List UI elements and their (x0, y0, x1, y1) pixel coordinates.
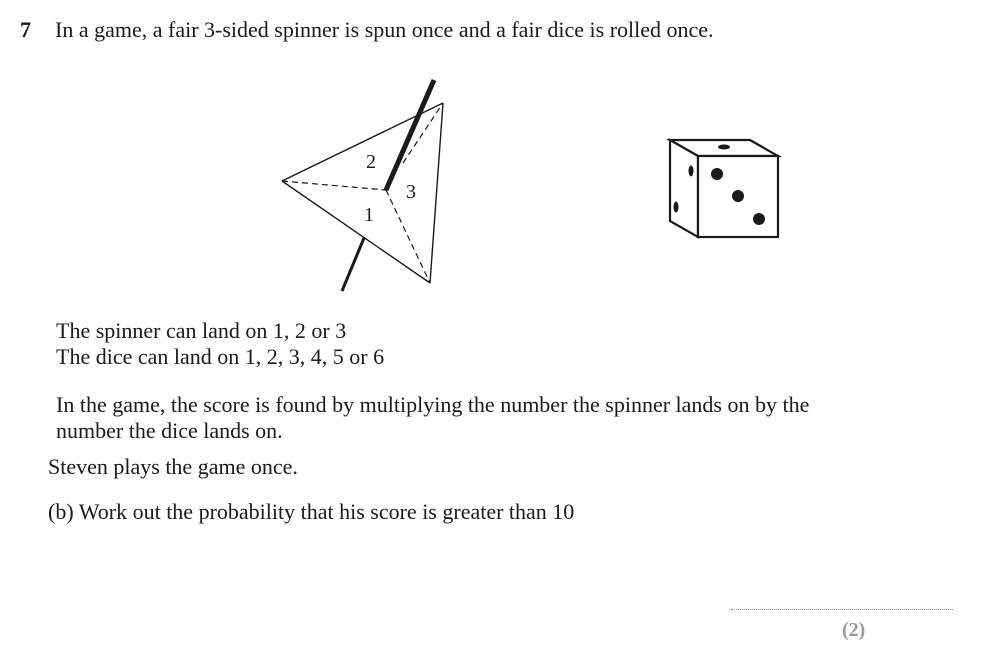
question-intro: In a game, a fair 3-sided spinner is spun once and a fair dice is rolled once. (55, 17, 714, 42)
spinner-label-2: 2 (366, 151, 376, 173)
context-text: Steven plays the game once. (48, 454, 298, 479)
question-number: 7 (20, 17, 31, 42)
rule-line-1: In the game, the score is found by multiplying the number the spinner lands on by the (56, 392, 810, 417)
marks-label: (2) (842, 619, 866, 641)
spinner-spindle-bottom (342, 238, 364, 291)
part-b-question: (b) Work out the probability that his score is greater than 10 (48, 499, 575, 524)
spinner-label-1: 1 (364, 204, 374, 226)
dice-outcomes: The dice can land on 1, 2, 3, 4, 5 or 6 (56, 344, 385, 369)
rule-line-2: number the dice lands on. (56, 418, 283, 443)
answer-line[interactable] (731, 609, 953, 610)
spinner-label-3: 3 (406, 181, 416, 203)
spinner-triangle (282, 103, 443, 283)
spinner-outcomes: The spinner can land on 1, 2 or 3 (56, 318, 347, 343)
spinner-spindle-top (386, 80, 434, 190)
